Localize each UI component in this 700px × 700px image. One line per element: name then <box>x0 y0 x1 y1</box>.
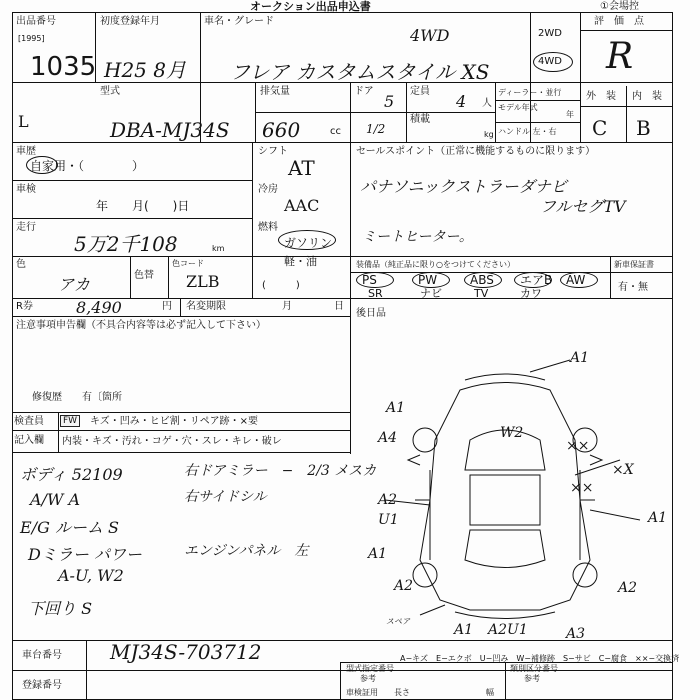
inspector-label: 検査員 <box>14 416 44 427</box>
registration-label: 登録番号 <box>22 680 62 691</box>
color-code-value: ZLB <box>186 272 220 291</box>
mileage-label: 走行 <box>16 222 36 233</box>
notes-label: 注意事項申告欄（不具合内容等は必ず記入して下さい） <box>16 320 266 331</box>
sales-point-line1: パナソニックストラーダナビ <box>360 177 567 196</box>
month-unit: 月 <box>282 301 292 312</box>
fuel-paren: ( ) <box>262 280 300 291</box>
length-label: 長さ <box>394 688 410 697</box>
displacement-unit: cc <box>330 126 341 137</box>
inspection-value: 年 月( )日 <box>96 199 190 213</box>
damage-mark: A3 <box>566 626 586 642</box>
damage-mark: スペア <box>386 617 410 626</box>
lot-number-label: 出品番号 <box>16 16 56 27</box>
equipment-item: エアB <box>520 273 553 287</box>
model-value: DBA-MJ34S <box>110 118 230 142</box>
fuel-value: ガソリン <box>284 236 333 250</box>
chassis-label: 車台番号 <box>22 650 62 661</box>
handwritten-note: E/G ルーム S <box>20 518 119 537</box>
handwritten-note: ボディ 52109 <box>20 465 123 484</box>
doors-value: 5 <box>384 92 395 111</box>
first-reg-label: 初度登録年月 <box>100 16 160 27</box>
damage-mark: ×× <box>566 438 590 454</box>
entry-label: 記入欄 <box>14 435 44 446</box>
damage-mark: A2 <box>394 578 414 594</box>
handwritten-note: エンジンパネル 左 <box>184 543 309 559</box>
model-mark: L <box>18 112 29 131</box>
type-number-label: 型式指定番号 <box>346 664 394 673</box>
fw-label: FW <box>60 415 80 427</box>
ac-label: 冷房 <box>258 184 278 195</box>
history-label: 車歴 <box>16 146 36 157</box>
damage-mark: ×X <box>612 462 634 478</box>
pointer-line <box>420 605 445 615</box>
wheel-rear-right <box>573 563 597 587</box>
car-outline <box>420 383 590 611</box>
displacement-label: 排気量 <box>260 86 290 97</box>
wheel-front-left <box>413 428 437 452</box>
recycle-value: 8,490 <box>76 298 122 317</box>
damage-mark: A1 <box>648 510 668 526</box>
recycle-label: R券 <box>16 301 33 312</box>
color-change-label: 色替 <box>134 270 154 281</box>
type-number-sub: 参考 <box>360 674 376 683</box>
pointer-line <box>590 510 640 520</box>
sales-point-line2: フルセグTV <box>540 197 626 216</box>
handwritten-note: 下回り S <box>28 599 93 618</box>
handwritten-note: A/W A <box>30 490 81 509</box>
doors-label: ドア <box>354 86 374 97</box>
damage-mark: A1 <box>368 546 388 562</box>
sales-point-line3: ミートヒーター。 <box>362 229 473 245</box>
wheel-rear-left <box>413 563 437 587</box>
equipment-item: AW <box>566 273 586 287</box>
front-bumper <box>465 374 545 380</box>
sales-point-label: セールスポイント（正常に機能するものに限ります） <box>356 146 596 157</box>
warranty-label: 新車保証書 <box>614 260 654 269</box>
ac-value: AAC <box>284 196 320 215</box>
capacity-value: 4 <box>456 92 467 111</box>
capacity-unit: 人 <box>482 98 492 109</box>
width-label: 幅 <box>486 688 494 697</box>
form-title: オークション出品申込書 <box>250 0 371 13</box>
exterior-label: 外 装 <box>586 91 616 102</box>
equipment-item: PS <box>362 273 377 287</box>
model-label: 型式 <box>100 86 120 97</box>
after-items-label: 後日品 <box>356 308 386 319</box>
inspector-row1: キズ・凹み・ヒビ割・リペア跡・×要 <box>90 416 258 427</box>
equipment-label: 装備品（純正品に限り○をつけてください） <box>356 260 515 269</box>
score-label: 評 価 点 <box>594 16 644 27</box>
damage-mark: A4 <box>378 430 398 446</box>
cert-label: 車検証用 <box>346 688 378 697</box>
handwritten-note: 右サイドシル <box>184 489 267 505</box>
damage-mark: A2 <box>618 580 638 596</box>
equipment-item: SR <box>368 287 383 300</box>
warranty-value: 有・無 <box>618 282 648 293</box>
shift-label: シフト <box>258 146 288 157</box>
shift-value: AT <box>288 156 315 180</box>
first-reg-value: H25 8月 <box>104 58 186 82</box>
damage-legend: A−キズ E−エクボ U−凹み W−補修跡 S−サビ C−腐食 ××−交換済 <box>400 654 680 663</box>
repair-history-label: 修復歴 有〔箇所 <box>32 392 122 403</box>
car-name-label: 車名・グレード <box>204 16 274 27</box>
lot-number-value: 1035 <box>30 52 97 82</box>
mirror-right <box>590 455 602 465</box>
displacement-value: 660 <box>262 118 301 142</box>
chassis-value: MJ34S-703712 <box>110 640 262 664</box>
drive-4wd: 4WD <box>538 56 562 67</box>
class-number-sub: 参考 <box>524 674 540 683</box>
load-unit: kg <box>484 130 494 139</box>
mileage-value: 5万2千108 <box>74 232 178 256</box>
load-value: 1/2 <box>366 122 386 136</box>
damage-mark: W2 <box>500 425 524 441</box>
equipment-item: PW <box>418 273 438 287</box>
name-change-label: 名変期限 <box>186 301 226 312</box>
roof <box>470 475 540 525</box>
score-value: R <box>606 36 634 77</box>
history-value: 自家用・（ ） <box>30 159 145 173</box>
drive-2wd: 2WD <box>538 28 562 39</box>
corner-label: ①会場控 <box>600 1 639 12</box>
pointer-line <box>530 360 570 372</box>
dealer-label: ディーラー・並行 <box>498 88 562 97</box>
mirror-left <box>408 455 420 465</box>
damage-mark: A1 <box>454 622 474 638</box>
lot-number-sub: [1995] <box>18 34 45 43</box>
rear-bumper <box>455 612 555 619</box>
load-label: 積載 <box>410 114 430 125</box>
class-number-label: 類別区分番号 <box>510 664 558 673</box>
damage-mark: U1 <box>378 512 399 528</box>
fuel-sub: 軽・油 <box>284 255 317 268</box>
rear-glass <box>465 530 545 568</box>
model-year-unit: 年 <box>566 110 574 119</box>
equipment-item: ABS <box>470 273 494 287</box>
fuel-label: 燃料 <box>258 222 278 233</box>
day-unit: 日 <box>334 301 344 312</box>
car-name-value: フレア カスタムスタイル XS <box>230 60 490 84</box>
recycle-unit: 円 <box>162 301 172 312</box>
inspection-label: 車検 <box>16 184 36 195</box>
equipment-item: TV <box>474 287 489 300</box>
damage-mark: ×× <box>570 480 594 496</box>
color-code-label: 色コード <box>172 259 204 268</box>
damage-mark: A2U1 <box>488 622 528 638</box>
exterior-value: C <box>592 116 608 140</box>
handwritten-note: Dミラー パワー <box>28 545 142 564</box>
handwritten-note: 右ドアミラー − 2/3 メスカ <box>184 463 377 479</box>
interior-value: B <box>636 116 651 140</box>
inspector-row2: 内装・キズ・汚れ・コゲ・穴・スレ・キレ・破レ <box>62 436 282 447</box>
color-value: アカ <box>58 275 90 294</box>
handle-label: ハンドル 左・右 <box>498 127 557 136</box>
damage-mark: A1 <box>570 350 590 366</box>
equipment-item: カワ <box>520 287 542 300</box>
mileage-unit: km <box>212 244 225 253</box>
handwritten-note: A-U, W2 <box>58 566 124 585</box>
equipment-item: ナビ <box>420 287 442 300</box>
drive-value: 4WD <box>410 26 450 45</box>
interior-label: 内 装 <box>632 91 662 102</box>
damage-mark: A1 <box>386 400 406 416</box>
color-label: 色 <box>16 259 26 270</box>
model-year-label: モデル年式 <box>498 103 538 112</box>
capacity-label: 定員 <box>410 86 430 97</box>
damage-mark: A2 <box>378 492 398 508</box>
